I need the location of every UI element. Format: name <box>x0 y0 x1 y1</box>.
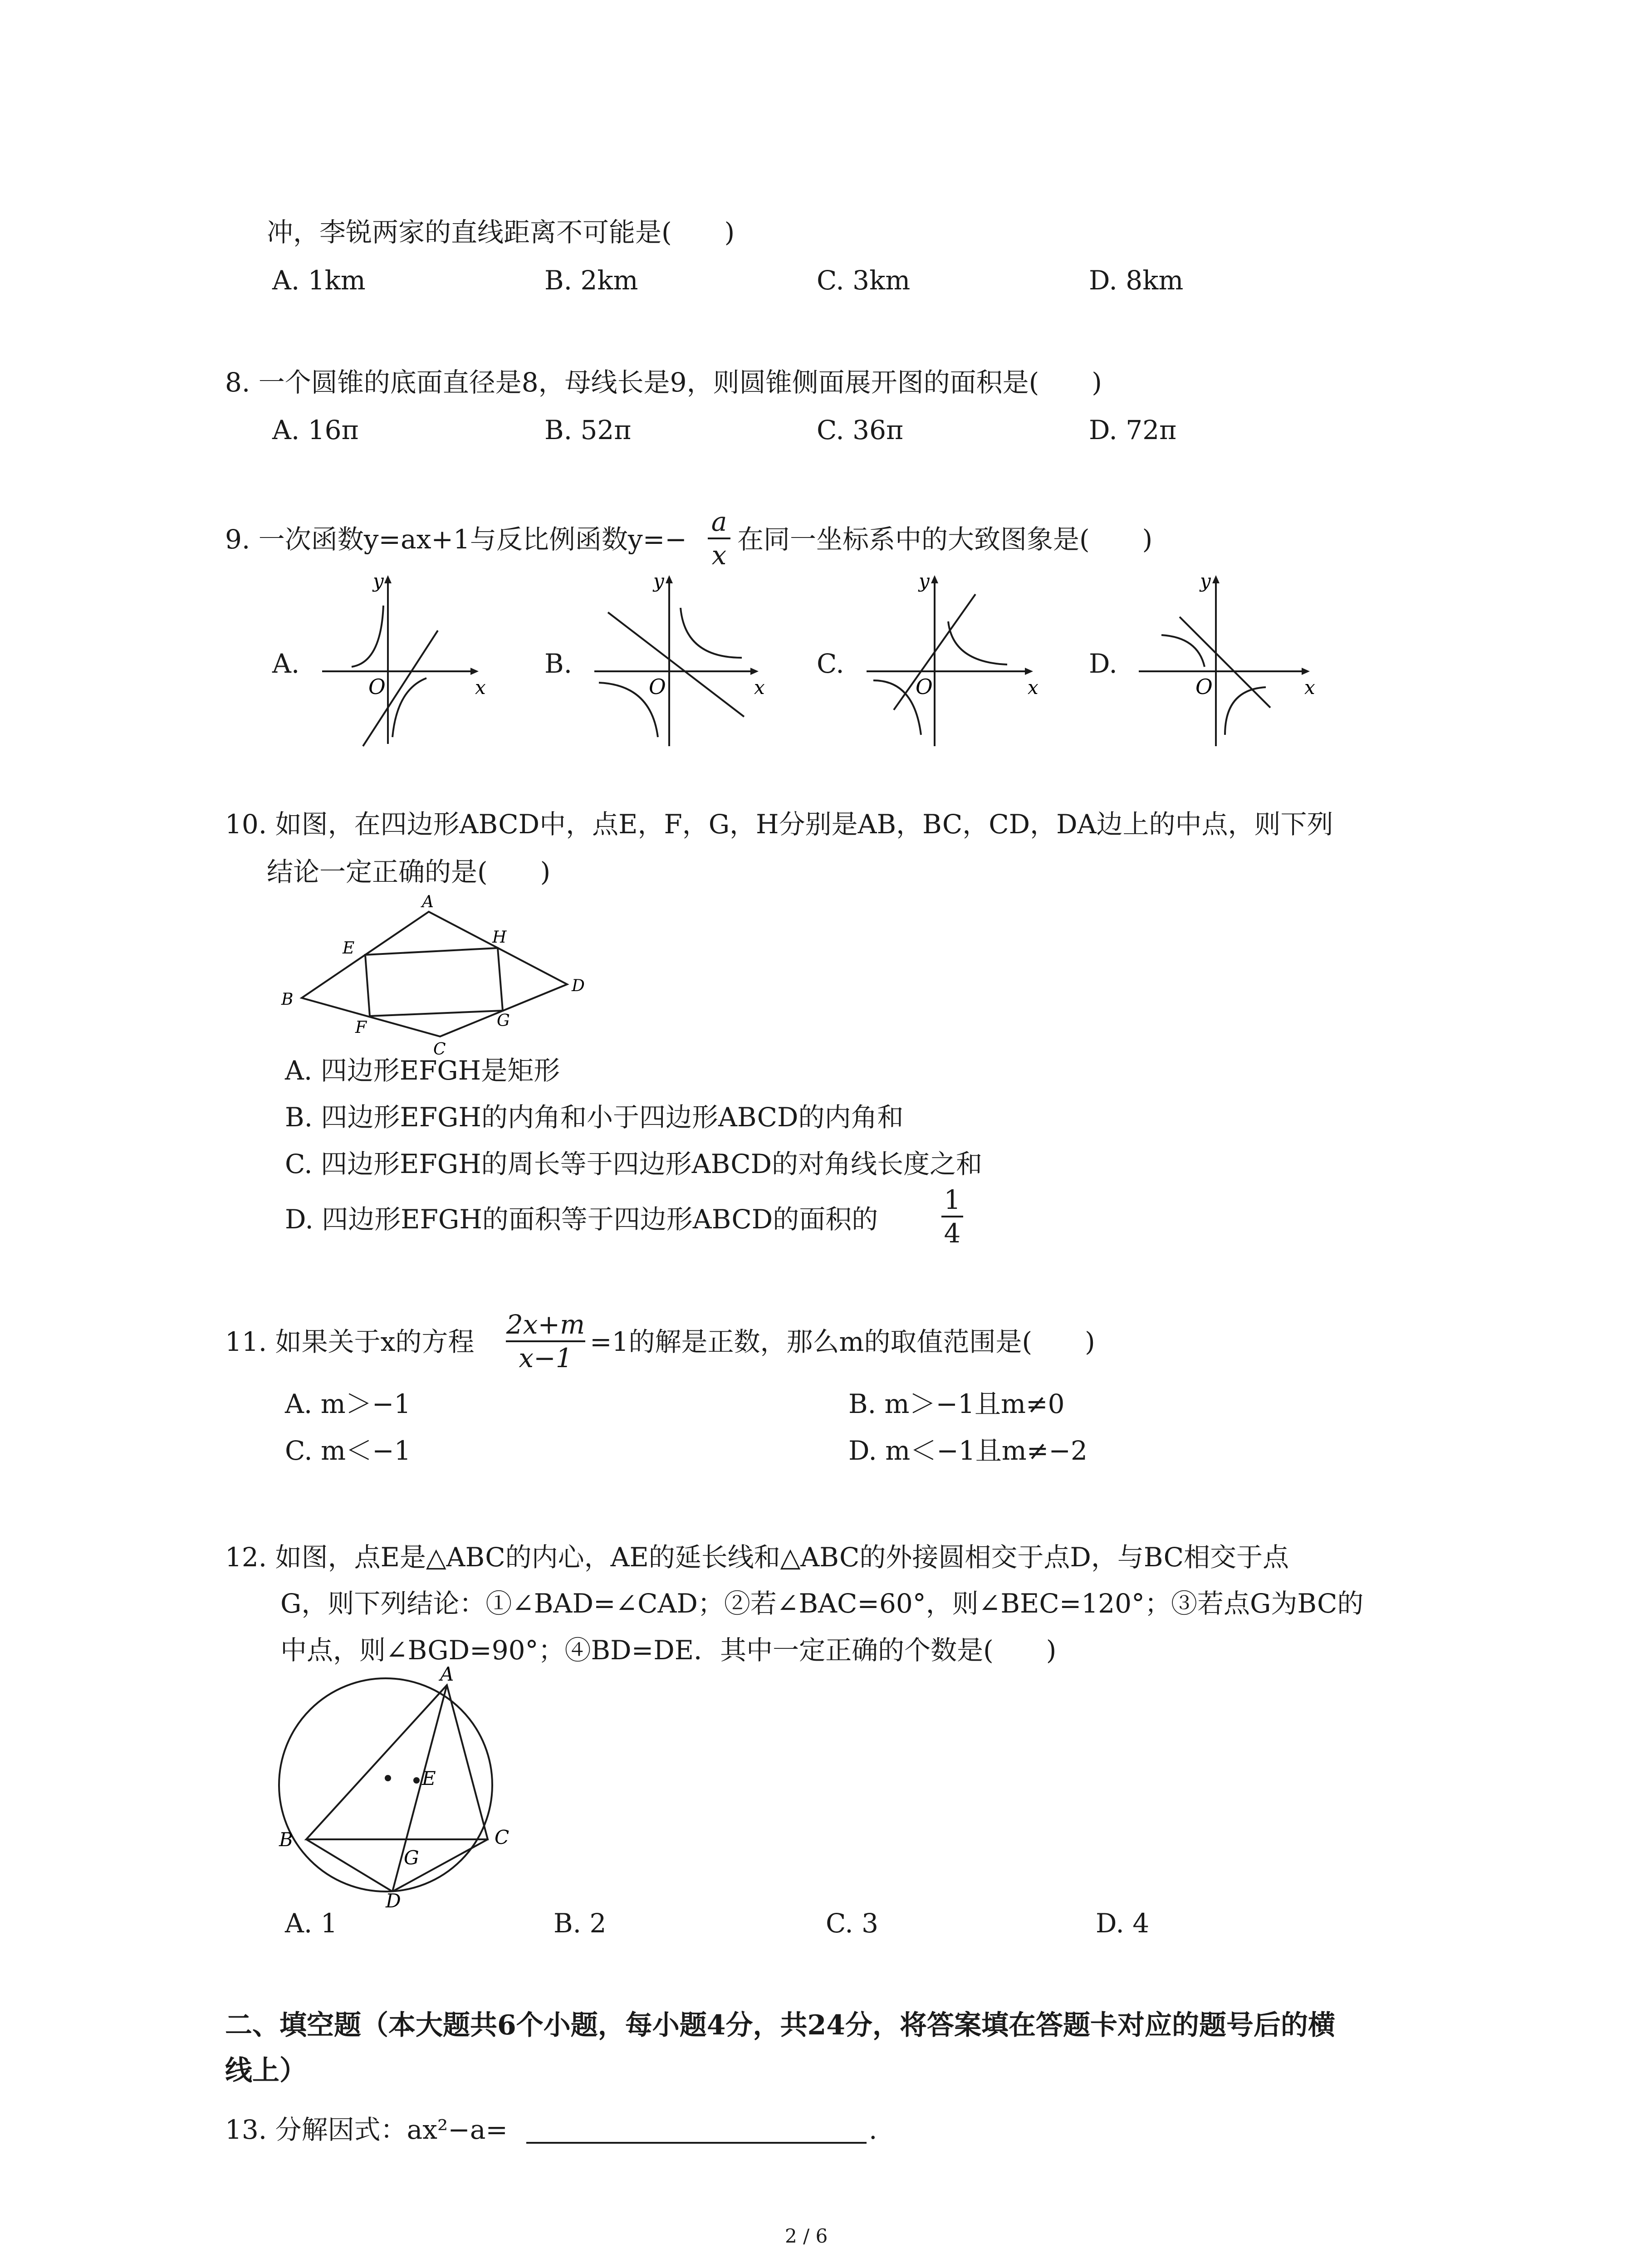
q11-text-before: 11. 如果关于x的方程 <box>225 1326 475 1357</box>
q9-text-after: 在同一坐标系中的大致图象是( ) <box>737 524 1153 555</box>
q9-c-origin-label: O <box>916 675 933 699</box>
q10-option-d-fraction-denominator: 4 <box>941 1216 963 1249</box>
q11-option-a: A. m＞−1 <box>285 1388 411 1419</box>
q10-label-d: D <box>572 977 585 995</box>
q11-text-after: =1的解是正数，那么m的取值范围是( ) <box>590 1326 1095 1357</box>
q8-option-c: C. 36π <box>817 415 904 445</box>
section-2-heading-line2: 线上） <box>225 2055 307 2087</box>
q9-b-y-label: y <box>653 572 664 592</box>
q12-option-d: D. 4 <box>1096 1908 1150 1939</box>
q9-b-x-label: x <box>754 676 765 699</box>
section-2-heading-line1: 二、填空题（本大题共6个小题，每小题4分，共24分，将答案填在答题卡对应的题号后的横 <box>225 2009 1335 2041</box>
q11-fraction <box>506 1309 585 1374</box>
q9-graph-d <box>1134 572 1325 753</box>
q9-option-a-label: A. <box>272 648 300 679</box>
q9-a-origin-label: O <box>368 675 386 699</box>
q10-label-c: C <box>433 1040 446 1057</box>
q9-fraction <box>708 506 730 571</box>
q9-option-d-label: D. <box>1089 648 1117 679</box>
q10-figure <box>272 889 599 1057</box>
q7-text: 冲，李锐两家的直线距离不可能是( ) <box>267 217 735 248</box>
q10-option-d-fraction <box>941 1184 963 1249</box>
q12-line3: 中点，则∠BGD=90°；④BD=DE．其中一定正确的个数是( ) <box>280 1635 1057 1666</box>
q12-line1: 12. 如图，点E是△ABC的内心，AE的延长线和△ABC的外接圆相交于点D，与BC相交于点 <box>225 1542 1289 1573</box>
q10-line1: 10. 如图，在四边形ABCD中，点E，F，G，H分别是AB，BC，CD，DA边上的中点，则下列 <box>225 809 1333 840</box>
q10-label-h: H <box>492 928 507 947</box>
q8-option-a: A. 16π <box>272 415 359 445</box>
q9-graph-b <box>590 572 771 753</box>
q7-option-c: C. 3km <box>817 265 911 296</box>
q9-a-y-label: y <box>373 572 384 592</box>
q9-c-x-label: x <box>1028 676 1038 699</box>
q9-fraction-denominator: x <box>708 538 730 571</box>
q12-label-c: C <box>495 1826 509 1848</box>
q11-option-c: C. m＜−1 <box>285 1435 411 1466</box>
q12-label-d: D <box>386 1890 401 1910</box>
q10-label-g: G <box>497 1012 510 1030</box>
q12-line2: G，则下列结论：①∠BAD=∠CAD；②若∠BAC=60°，则∠BEC=120°；③若点G为BC的 <box>280 1588 1364 1619</box>
q12-label-e: E <box>422 1767 436 1789</box>
q10-label-f: F <box>355 1018 367 1037</box>
q12-label-a: A <box>440 1665 454 1685</box>
q8-option-b: B. 52π <box>544 415 632 445</box>
q12-label-b: B <box>279 1828 293 1851</box>
q13-text: 13. 分解因式：ax²−a= <box>225 2114 508 2145</box>
q9-option-c-label: C. <box>817 648 844 679</box>
page-number: 2 / 6 <box>785 2225 828 2247</box>
q10-option-d-fraction-numerator: 1 <box>944 1184 961 1215</box>
q9-a-x-label: x <box>475 676 486 699</box>
q12-option-c: C. 3 <box>826 1908 879 1939</box>
q8-text: 8. 一个圆锥的底面直径是8，母线长是9，则圆锥侧面展开图的面积是( ) <box>225 367 1102 398</box>
q12-figure <box>272 1665 526 1910</box>
q9-d-y-label: y <box>1200 572 1211 592</box>
q9-fraction-numerator: a <box>711 506 727 537</box>
q9-graph-a <box>318 572 490 753</box>
q9-option-b-label: B. <box>544 648 573 679</box>
q11-fraction-numerator: 2x+m <box>506 1309 585 1340</box>
q9-graph-c <box>862 572 1043 753</box>
q11-option-b: B. m＞−1且m≠0 <box>848 1388 1065 1419</box>
q9-text-before: 9. 一次函数y=ax+1与反比例函数y=− <box>225 524 687 555</box>
q11-option-d: D. m＜−1且m≠−2 <box>848 1435 1087 1466</box>
q9-d-origin-label: O <box>1195 675 1213 699</box>
q9-b-origin-label: O <box>649 675 666 699</box>
q10-label-e: E <box>343 939 355 958</box>
q7-option-b: B. 2km <box>544 265 638 296</box>
q10-option-b: B. 四边形EFGH的内角和小于四边形ABCD的内角和 <box>285 1102 904 1133</box>
q10-label-b: B <box>281 990 294 1009</box>
q13-end-period: . <box>869 2114 877 2145</box>
q10-label-a: A <box>422 893 434 911</box>
q7-option-d: D. 8km <box>1089 265 1184 296</box>
q9-d-x-label: x <box>1304 676 1315 699</box>
q10-option-d: D. 四边形EFGH的面积等于四边形ABCD的面积的 <box>285 1204 878 1235</box>
q9-c-y-label: y <box>919 572 930 592</box>
q7-option-a: A. 1km <box>272 265 366 296</box>
q12-option-a: A. 1 <box>285 1908 338 1939</box>
q11-fraction-denominator: x−1 <box>506 1340 585 1374</box>
q10-line2: 结论一定正确的是( ) <box>267 856 551 887</box>
q12-label-g: G <box>404 1847 419 1869</box>
q13-answer-blank[interactable] <box>526 2142 867 2144</box>
q10-option-c: C. 四边形EFGH的周长等于四边形ABCD的对角线长度之和 <box>285 1149 983 1179</box>
q10-option-a: A. 四边形EFGH是矩形 <box>285 1055 560 1086</box>
q12-option-b: B. 2 <box>554 1908 607 1939</box>
q8-option-d: D. 72π <box>1089 415 1177 445</box>
